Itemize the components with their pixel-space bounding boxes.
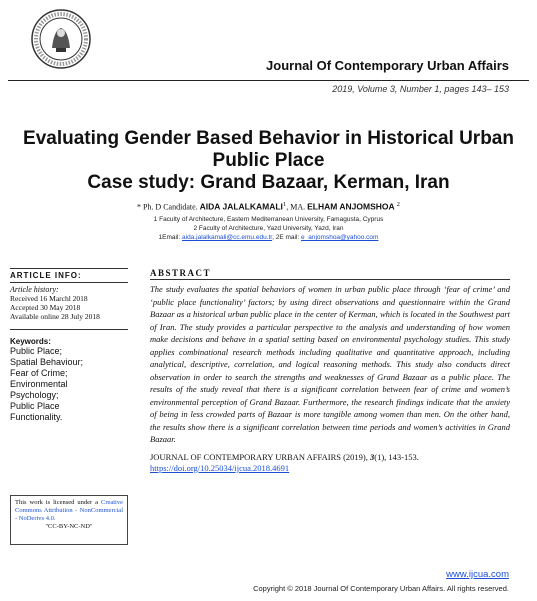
citation <box>150 452 510 474</box>
online-date: Available online 28 July 2018 <box>10 312 100 321</box>
author1-sup: 1 <box>282 201 287 208</box>
author2-sup: 2 <box>396 201 400 208</box>
article-history-label: Article history: <box>10 285 59 294</box>
title-line-2: Public Place <box>212 150 325 171</box>
author-line <box>0 201 537 212</box>
article-info-heading: ARTICLE INFO: <box>10 268 128 283</box>
keyword-item: Spatial Behaviour; <box>10 357 84 367</box>
journal-name: Journal Of Contemporary Urban Affairs <box>266 58 509 73</box>
license-link[interactable]: Creative Commons Attribution - NonCommercial - NoDerivs 4.0. <box>15 499 124 522</box>
citation-volume: 3 <box>370 451 375 462</box>
article-info-column <box>10 268 128 423</box>
received-date: Received 16 Marchl 2018 <box>10 294 88 303</box>
abstract-text: The study evaluates the spatial behaviors of women in urban public place through ‘fear of crime’ and ‘public place functionality’ factors; by using direct observations and questionnaire within the Grand Bazaar as a historical urban public place in the center of Kerman, which is located in the Southwest part of Iran. The study provides a particular perspective to the analysis and understanding of how women make decisions and behave in a spatial setting based on environmental psychology studies. This study applies combinational research methods including qualitative and quantitative approach, including analytical, descriptive, correlation, and logical reasoning methods. This study also conducts direct observation in order to search the strengths and weaknesses of Grand Bazaar as a public place. The results of the study reveal that there is a significant correlation between fear of crime and women’s environmental perception of Grand Bazaar. Furthermore, the research findings indicate that the anxiety of being in less crowded parts of Bazaar is more tangible among women than men. On the other hand, the results show there is a significant correlation between time periods and women’s activities in Grand Bazaar. <box>150 284 510 444</box>
email1-label: 1Email: <box>158 234 181 241</box>
paper-title <box>0 128 537 194</box>
keyword-item: Psychology; <box>10 390 59 400</box>
title-line-1: Evaluating Gender Based Behavior in Historical Urban <box>23 128 514 149</box>
license-cc: "CC-BY-NC-ND" <box>45 523 93 530</box>
journal-website-link[interactable]: www.ijcua.com <box>446 569 509 580</box>
email2-link[interactable]: e_anjomshoa@yahoo.com <box>301 234 379 241</box>
author2-prefix: , MA. <box>286 202 306 212</box>
license-text: This work is licensed under a <box>15 499 99 506</box>
abstract-heading: ABSTRACT <box>150 268 510 280</box>
license-box <box>10 495 128 545</box>
keyword-item: Environmental <box>10 379 68 389</box>
doi-link[interactable]: https://doi.org/10.25034/ijcua.2018.4691 <box>150 462 290 473</box>
keyword-item: Fear of Crime; <box>10 368 68 378</box>
keyword-item: Functionality. <box>10 412 63 422</box>
citation-text: JOURNAL OF CONTEMPORARY URBAN AFFAIRS (2019), <box>150 451 371 462</box>
title-line-3: Case study: Grand Bazaar, Kerman, Iran <box>87 172 450 193</box>
copyright-notice: Copyright © 2018 Journal Of Contemporary Urban Affairs. All rights reserved. <box>253 584 509 593</box>
citation-pages: (1), 143-153. <box>374 451 419 462</box>
email1-link[interactable]: aida.jalalkamali@cc.emu.edu.tr <box>182 234 273 241</box>
author1-prefix: * Ph. D Candidate. <box>136 202 198 212</box>
keywords-divider <box>10 329 128 330</box>
affiliation-2: 2 Faculty of Architecture, Yazd University, Yazd, Iran <box>193 225 344 232</box>
email2-label: , 2E mail: <box>272 234 300 241</box>
journal-seal-logo <box>30 8 92 70</box>
keywords-label: Keywords: <box>10 337 51 346</box>
email-line <box>0 234 537 242</box>
keyword-item: Public Place; <box>10 346 63 356</box>
author2-name: ELHAM ANJOMSHOA <box>307 201 395 212</box>
affiliation-1: 1 Faculty of Architecture, Eastern Mediterranean University, Famagusta, Cyprus <box>153 216 384 223</box>
header-divider <box>8 80 529 81</box>
author1-name: AIDA JALALKAMALI <box>199 201 283 212</box>
abstract-column <box>150 268 510 474</box>
volume-line: 2019, Volume 3, Number 1, pages 143– 153 <box>332 84 509 94</box>
accepted-date: Accepted 30 May 2018 <box>10 303 81 312</box>
keyword-item: Public Place <box>10 401 60 411</box>
